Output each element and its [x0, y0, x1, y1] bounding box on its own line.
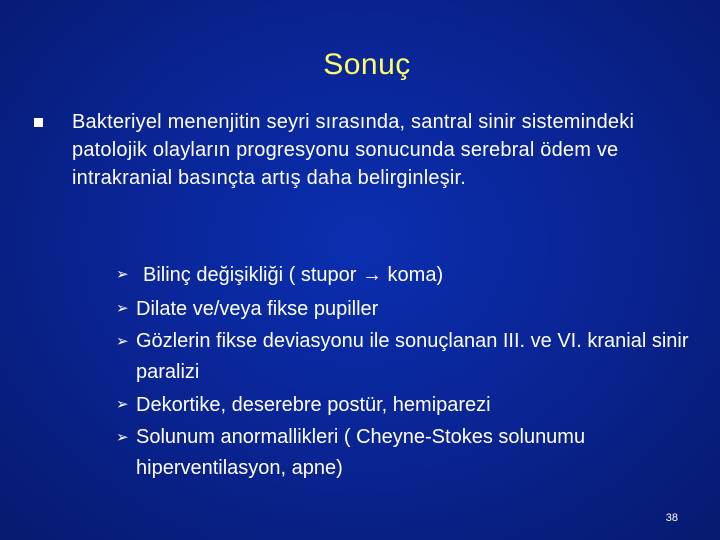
- sub-bullet-text: Solunum anormallikleri ( Cheyne-Stokes solunumu hiperventilasyon, apne): [136, 426, 586, 479]
- sub-bullet-text: Dilate ve/veya fikse pupiller: [136, 298, 379, 320]
- sub-bullet-text: koma): [381, 264, 444, 286]
- sub-bullet-item: [116, 422, 696, 484]
- slide-title: Sonuç: [323, 48, 411, 81]
- arrow-bullet-icon: ➢: [116, 266, 129, 283]
- arrow-bullet-icon: ➢: [116, 300, 129, 317]
- arrow-bullet-icon: ➢: [116, 396, 129, 413]
- right-arrow-icon: →: [361, 264, 382, 286]
- main-bullet-text: Bakteriyel menenjitin seyri sırasında, santral sinir sistemindeki patolojik olayların progresyonu sonucunda serebral ödem ve intrakranial basınçta artış daha belirginleşir.: [72, 111, 635, 189]
- main-bullet: [34, 108, 674, 192]
- sub-bullet-item: [116, 326, 696, 388]
- sub-bullet-text: Dekortike, deserebre postür, hemiparezi: [136, 394, 491, 416]
- sub-bullet-item: [116, 258, 696, 292]
- sub-bullet-list: [116, 258, 696, 484]
- sub-bullet-item: [116, 388, 696, 422]
- sub-bullet-item: [116, 292, 696, 326]
- square-bullet-icon: [34, 118, 43, 127]
- arrow-bullet-icon: ➢: [116, 333, 129, 350]
- sub-bullet-text: Bilinç değişikliği ( stupor: [143, 264, 362, 286]
- sub-bullet-text: Gözlerin fikse deviasyonu ile sonuçlanan III. ve VI. kranial sinir paralizi: [136, 330, 689, 383]
- page-number: 38: [665, 512, 678, 524]
- arrow-bullet-icon: ➢: [116, 429, 129, 446]
